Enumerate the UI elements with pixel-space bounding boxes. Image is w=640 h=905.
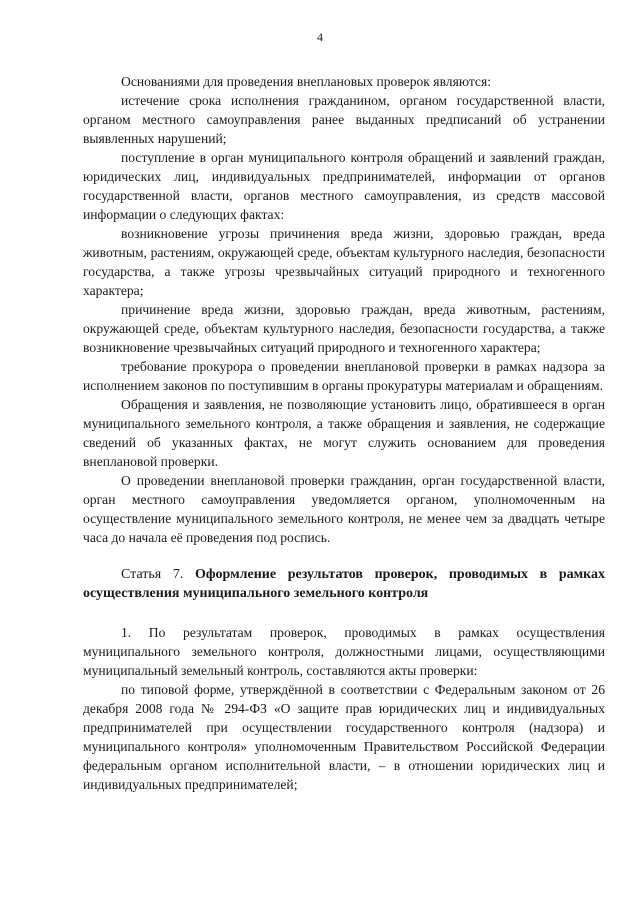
document-body bbox=[83, 72, 605, 794]
paragraph: истечение срока исполнения гражданином, органом государственной власти, органом местного самоуправления ранее выданных предписаний об устранении выявленных нарушений; bbox=[83, 93, 605, 146]
paragraph: по типовой форме, утверждённой в соответствии с Федеральным законом от 26 декабря 2008 года № 294-ФЗ «О защите прав юридических лиц и индивидуальных предпринимателей при осуществлении государственного контроля (надзора) и муниципального контроля» уполномоченным Правительством Российской Федерации федеральным органом исполнительной власти, – в отношении юридических лиц и индивидуальных предпринимателей; bbox=[83, 682, 605, 792]
paragraph: О проведении внеплановой проверки гражданин, орган государственной власти, орган местного самоуправления уведомляется органом, уполномоченным на осуществление муниципального земельного контроля, не менее чем за двадцать четыре часа до начала её проведения под роспись. bbox=[83, 473, 605, 545]
page-number: 4 bbox=[317, 30, 323, 44]
paragraph: поступление в орган муниципального контроля обращений и заявлений граждан, юридических лиц, индивидуальных предпринимателей, информации от органов государственной власти, органов местного самоуправления, из средств массовой информации о следующих фактах: bbox=[83, 150, 605, 222]
paragraph: 1. По результатам проверок, проводимых в рамках осуществления муниципального земельного контроля, должностными лицами, осуществляющими муниципальный земельный контроль, составляются акты проверки: bbox=[83, 625, 605, 678]
paragraph: причинение вреда жизни, здоровью граждан, вреда животным, растениям, окружающей среде, объектам культурного наследия, безопасности государства, а также возникновение чрезвычайных ситуаций природного и техногенного характера; bbox=[83, 302, 605, 355]
paragraph: требование прокурора о проведении внеплановой проверки в рамках надзора за исполнением законов по поступившим в органы прокуратуры материалам и обращениям. bbox=[83, 359, 605, 393]
article-heading bbox=[83, 565, 605, 603]
paragraph: Обращения и заявления, не позволяющие установить лицо, обратившееся в орган муниципального земельного контроля, а также обращения и заявления, не содержащие сведений об указанных фактах, не могут служить основанием для проведения внеплановой проверки. bbox=[83, 397, 605, 469]
paragraph: возникновение угрозы причинения вреда жизни, здоровью граждан, вреда животным, растениям, окружающей среде, объектам культурного наследия, безопасности государства, а также угрозы чрезвычайных ситуаций природного и техногенного характера; bbox=[83, 226, 605, 298]
article-title: Оформление результатов проверок, проводимых в рамках осуществления муниципального земельного контроля bbox=[83, 567, 606, 601]
article-number: Статья 7. bbox=[121, 567, 184, 582]
paragraph: Основаниями для проведения внеплановых проверок являются: bbox=[121, 74, 491, 89]
